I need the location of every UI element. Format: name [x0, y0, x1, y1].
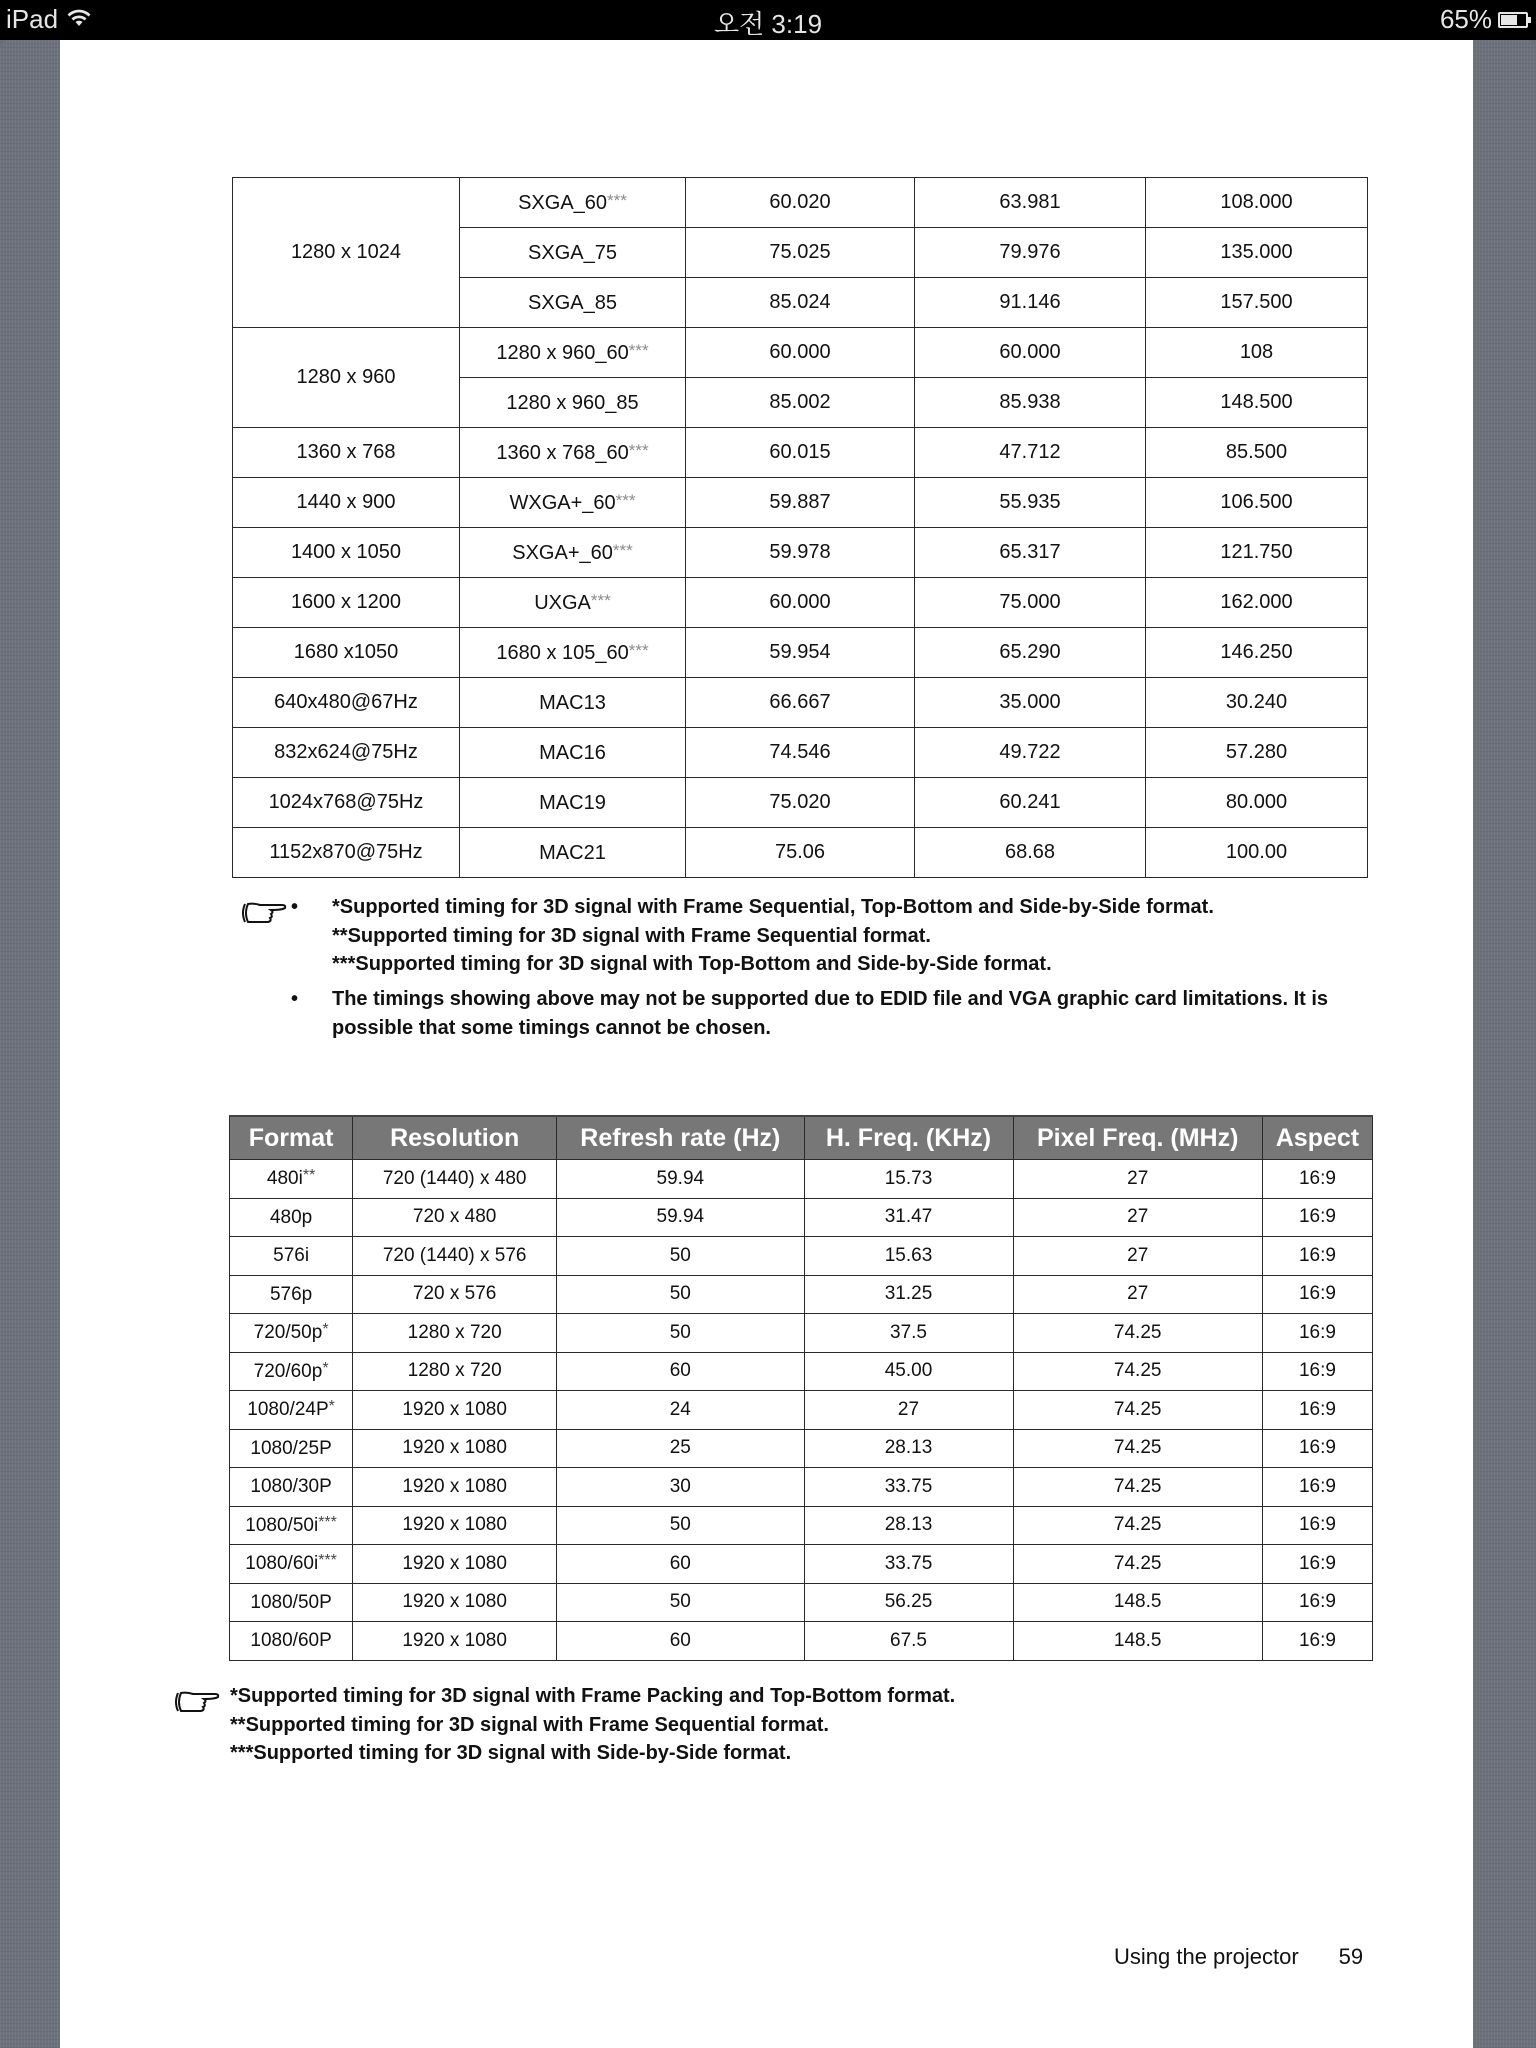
- table-row: [230, 1352, 1373, 1391]
- resolution-cell: 1920 x 1080: [353, 1506, 557, 1545]
- refresh-cell: 50: [557, 1314, 804, 1353]
- footnote-mark: ***: [318, 1513, 337, 1531]
- mode-cell: [460, 328, 686, 378]
- refresh-cell: 60: [557, 1545, 804, 1584]
- table-row: [233, 478, 1368, 528]
- resolution-cell: 1400 x 1050: [233, 528, 460, 578]
- table-row: [230, 1583, 1373, 1622]
- table-row: [233, 578, 1368, 628]
- format-cell: [230, 1545, 353, 1584]
- pixel-cell: 80.000: [1146, 778, 1368, 828]
- pixel-cell: 74.25: [1013, 1314, 1262, 1353]
- clock: 오전 3:19: [713, 9, 823, 39]
- hfreq-cell: 75.000: [915, 578, 1146, 628]
- mode-cell: [460, 578, 686, 628]
- resolution-cell: 1280 x 720: [353, 1314, 557, 1353]
- refresh-cell: 74.546: [686, 728, 915, 778]
- page-footer: [1114, 1944, 1363, 1970]
- format-label: 576p: [269, 1283, 313, 1305]
- aspect-cell: 16:9: [1262, 1468, 1372, 1507]
- table-row: [230, 1506, 1373, 1545]
- section-title: Using the projector: [1114, 1944, 1299, 1969]
- refresh-cell: 30: [557, 1468, 804, 1507]
- table-row: [233, 828, 1368, 878]
- table-row: [230, 1391, 1373, 1430]
- aspect-cell: 16:9: [1262, 1314, 1372, 1353]
- mode-cell: [460, 378, 686, 428]
- hfreq-cell: 56.25: [804, 1583, 1013, 1622]
- resolution-cell: 1920 x 1080: [353, 1545, 557, 1584]
- mode-label: WXGA+_60: [509, 491, 616, 514]
- mode-cell: [460, 728, 686, 778]
- refresh-cell: 24: [557, 1391, 804, 1430]
- pixel-cell: 106.500: [1146, 478, 1368, 528]
- pixel-cell: 27: [1013, 1237, 1262, 1276]
- hfreq-cell: 37.5: [804, 1314, 1013, 1353]
- mode-label: SXGA_85: [528, 291, 617, 314]
- pixel-cell: 74.25: [1013, 1545, 1262, 1584]
- footnote-mark: ***: [628, 640, 649, 660]
- mode-label: 1680 x 105_60: [496, 641, 629, 664]
- mode-label: 1280 x 960_85: [506, 391, 639, 414]
- resolution-cell: 1920 x 1080: [353, 1391, 557, 1430]
- pointing-hand-icon: [242, 900, 288, 926]
- pixel-cell: 146.250: [1146, 628, 1368, 678]
- hfreq-cell: 91.146: [915, 278, 1146, 328]
- refresh-cell: 85.002: [686, 378, 915, 428]
- refresh-cell: 59.94: [557, 1160, 804, 1199]
- resolution-cell: 1600 x 1200: [233, 578, 460, 628]
- mode-label: MAC19: [539, 791, 606, 814]
- resolution-cell: 1360 x 768: [233, 428, 460, 478]
- format-cell: [230, 1198, 353, 1237]
- table-row: [230, 1545, 1373, 1584]
- hfreq-cell: 63.981: [915, 178, 1146, 228]
- hfreq-cell: 79.976: [915, 228, 1146, 278]
- hfreq-cell: 27: [804, 1391, 1013, 1430]
- hfreq-cell: 55.935: [915, 478, 1146, 528]
- table-row: [230, 1468, 1373, 1507]
- refresh-cell: 50: [557, 1237, 804, 1276]
- format-label: 1080/30P: [250, 1476, 332, 1498]
- mode-cell: [460, 228, 686, 278]
- refresh-cell: 60.015: [686, 428, 915, 478]
- footnote-mark: ***: [628, 340, 649, 360]
- resolution-cell: 1920 x 1080: [353, 1622, 557, 1661]
- refresh-cell: 25: [557, 1429, 804, 1468]
- refresh-cell: 60.000: [686, 578, 915, 628]
- format-cell: [230, 1429, 353, 1468]
- resolution-cell: 1920 x 1080: [353, 1583, 557, 1622]
- bullet: •: [291, 896, 299, 918]
- resolution-cell: 832x624@75Hz: [233, 728, 460, 778]
- format-label: 1080/24P: [247, 1399, 329, 1421]
- footnote-mark: ***: [318, 1552, 337, 1570]
- aspect-cell: 16:9: [1262, 1198, 1372, 1237]
- pixel-cell: 108.000: [1146, 178, 1368, 228]
- mode-label: UXGA: [534, 591, 591, 614]
- pixel-cell: 57.280: [1146, 728, 1368, 778]
- format-cell: [230, 1506, 353, 1545]
- resolution-cell: 720 (1440) x 480: [353, 1160, 557, 1199]
- hfreq-cell: 33.75: [804, 1545, 1013, 1584]
- pixel-cell: 74.25: [1013, 1468, 1262, 1507]
- aspect-cell: 16:9: [1262, 1506, 1372, 1545]
- hfreq-cell: 31.25: [804, 1275, 1013, 1314]
- pixel-cell: 27: [1013, 1160, 1262, 1199]
- format-cell: [230, 1352, 353, 1391]
- resolution-cell: 640x480@67Hz: [233, 678, 460, 728]
- mode-label: MAC21: [539, 841, 606, 864]
- format-label: 576i: [273, 1245, 310, 1267]
- refresh-cell: 75.020: [686, 778, 915, 828]
- note-line: *Supported timing for 3D signal with Frame Packing and Top-Bottom format.: [230, 1685, 956, 1707]
- resolution-cell: 720 x 480: [353, 1198, 557, 1237]
- hfreq-cell: 28.13: [804, 1429, 1013, 1468]
- footnote-mark: ***: [628, 440, 649, 460]
- footnote-mark: *: [322, 1321, 329, 1339]
- mode-cell: [460, 628, 686, 678]
- format-label: 1080/25P: [250, 1437, 332, 1459]
- pixel-cell: 135.000: [1146, 228, 1368, 278]
- hfreq-cell: 67.5: [804, 1622, 1013, 1661]
- hfreq-cell: 35.000: [915, 678, 1146, 728]
- table-row: [233, 178, 1368, 228]
- table-row: [233, 628, 1368, 678]
- status-bar: [0, 0, 1536, 40]
- table-row: [233, 328, 1368, 378]
- refresh-cell: 75.06: [686, 828, 915, 878]
- battery-percent: 65%: [1439, 4, 1492, 34]
- page-number: 59: [1338, 1944, 1364, 1969]
- mode-cell: [460, 278, 686, 328]
- refresh-cell: 50: [557, 1506, 804, 1545]
- column-header-h-freq: H. Freq. (KHz): [804, 1116, 1013, 1160]
- table-row: [230, 1275, 1373, 1314]
- mode-label: SXGA_60: [518, 191, 608, 214]
- hfreq-cell: 60.241: [915, 778, 1146, 828]
- format-label: 480i: [266, 1168, 303, 1190]
- aspect-cell: 16:9: [1262, 1583, 1372, 1622]
- format-label: 480p: [269, 1206, 313, 1228]
- pixel-cell: 157.500: [1146, 278, 1368, 328]
- table-row: [230, 1160, 1373, 1199]
- refresh-cell: 50: [557, 1583, 804, 1622]
- mode-cell: [460, 678, 686, 728]
- resolution-cell: 1024x768@75Hz: [233, 778, 460, 828]
- resolution-cell: 1280 x 720: [353, 1352, 557, 1391]
- hfreq-cell: 31.47: [804, 1198, 1013, 1237]
- pixel-cell: 162.000: [1146, 578, 1368, 628]
- pixel-cell: 30.240: [1146, 678, 1368, 728]
- linen-background-right: [1473, 40, 1536, 2048]
- mode-label: SXGA_75: [528, 241, 617, 264]
- column-header-refresh-rate: Refresh rate (Hz): [557, 1116, 804, 1160]
- mode-cell: [460, 178, 686, 228]
- pixel-cell: 148.5: [1013, 1622, 1262, 1661]
- pixel-cell: 108: [1146, 328, 1368, 378]
- hfreq-cell: 28.13: [804, 1506, 1013, 1545]
- refresh-cell: 60: [557, 1622, 804, 1661]
- refresh-cell: 60.020: [686, 178, 915, 228]
- refresh-cell: 59.887: [686, 478, 915, 528]
- aspect-cell: 16:9: [1262, 1352, 1372, 1391]
- table-row: [230, 1237, 1373, 1276]
- format-cell: [230, 1237, 353, 1276]
- hfreq-cell: 65.290: [915, 628, 1146, 678]
- refresh-cell: 59.94: [557, 1198, 804, 1237]
- video-timing-table: [229, 1115, 1373, 1661]
- footnote-mark: ***: [612, 540, 633, 560]
- hfreq-cell: 15.73: [804, 1160, 1013, 1199]
- hfreq-cell: 15.63: [804, 1237, 1013, 1276]
- pixel-cell: 74.25: [1013, 1352, 1262, 1391]
- format-cell: [230, 1275, 353, 1314]
- pixel-cell: 27: [1013, 1275, 1262, 1314]
- mode-label: 1360 x 768_60: [496, 441, 629, 464]
- pixel-cell: 148.5: [1013, 1583, 1262, 1622]
- refresh-cell: 59.978: [686, 528, 915, 578]
- format-label: 1080/50P: [250, 1591, 332, 1613]
- format-label: 1080/60P: [250, 1630, 332, 1652]
- pointing-hand-icon: [175, 1689, 221, 1715]
- aspect-cell: 16:9: [1262, 1160, 1372, 1199]
- column-header-resolution: Resolution: [353, 1116, 557, 1160]
- hfreq-cell: 68.68: [915, 828, 1146, 878]
- column-header-pixel-freq: Pixel Freq. (MHz): [1013, 1116, 1262, 1160]
- refresh-cell: 75.025: [686, 228, 915, 278]
- table-row: [230, 1622, 1373, 1661]
- format-cell: [230, 1160, 353, 1199]
- footnote-mark: ***: [590, 590, 611, 610]
- refresh-cell: 50: [557, 1275, 804, 1314]
- note-line: The timings showing above may not be supported due to EDID file and VGA graphic card limitations. It is: [332, 988, 1329, 1010]
- resolution-cell: 1920 x 1080: [353, 1468, 557, 1507]
- resolution-cell: 1280 x 960: [233, 328, 460, 428]
- refresh-cell: 85.024: [686, 278, 915, 328]
- resolution-cell: 720 (1440) x 576: [353, 1237, 557, 1276]
- pixel-cell: 74.25: [1013, 1429, 1262, 1468]
- aspect-cell: 16:9: [1262, 1237, 1372, 1276]
- linen-background-left: [0, 40, 60, 2048]
- format-label: 1080/60i: [245, 1553, 319, 1575]
- pixel-cell: 121.750: [1146, 528, 1368, 578]
- pixel-cell: 74.25: [1013, 1506, 1262, 1545]
- format-label: 720/50p: [253, 1322, 323, 1344]
- column-header-aspect: Aspect: [1262, 1116, 1372, 1160]
- hfreq-cell: 45.00: [804, 1352, 1013, 1391]
- aspect-cell: 16:9: [1262, 1429, 1372, 1468]
- hfreq-cell: 47.712: [915, 428, 1146, 478]
- mode-cell: [460, 778, 686, 828]
- footnote-mark: ***: [607, 190, 627, 210]
- format-cell: [230, 1314, 353, 1353]
- aspect-cell: 16:9: [1262, 1391, 1372, 1430]
- mode-cell: [460, 828, 686, 878]
- table-row: [233, 528, 1368, 578]
- footnote-mark: *: [328, 1398, 335, 1416]
- pixel-cell: 148.500: [1146, 378, 1368, 428]
- refresh-cell: 60: [557, 1352, 804, 1391]
- note-line: ***Supported timing for 3D signal with Side-by-Side format.: [230, 1742, 792, 1764]
- table-row: [230, 1314, 1373, 1353]
- table-row: [230, 1198, 1373, 1237]
- bullet: •: [291, 988, 299, 1010]
- mode-label: MAC13: [539, 691, 606, 714]
- mode-label: SXGA+_60: [512, 541, 613, 564]
- hfreq-cell: 65.317: [915, 528, 1146, 578]
- format-cell: [230, 1583, 353, 1622]
- mode-label: MAC16: [539, 741, 606, 764]
- aspect-cell: 16:9: [1262, 1622, 1372, 1661]
- resolution-cell: 1680 x1050: [233, 628, 460, 678]
- hfreq-cell: 33.75: [804, 1468, 1013, 1507]
- note-line: ***Supported timing for 3D signal with Top-Bottom and Side-by-Side format.: [332, 953, 1052, 975]
- document-page: [60, 40, 1473, 2048]
- note-line: possible that some timings cannot be chosen.: [332, 1016, 771, 1039]
- vga-timing-table: [232, 177, 1368, 878]
- resolution-cell: 1920 x 1080: [353, 1429, 557, 1468]
- refresh-cell: 66.667: [686, 678, 915, 728]
- note-line: **Supported timing for 3D signal with Frame Sequential format.: [230, 1713, 829, 1736]
- format-label: 1080/50i: [245, 1514, 319, 1536]
- footnote-mark: **: [302, 1167, 316, 1185]
- hfreq-cell: 60.000: [915, 328, 1146, 378]
- resolution-cell: 1280 x 1024: [233, 178, 460, 328]
- device-label: iPad: [6, 4, 59, 34]
- mode-cell: [460, 478, 686, 528]
- hfreq-cell: 85.938: [915, 378, 1146, 428]
- pixel-cell: 27: [1013, 1198, 1262, 1237]
- table-row: [233, 728, 1368, 778]
- hfreq-cell: 49.722: [915, 728, 1146, 778]
- pixel-cell: 74.25: [1013, 1391, 1262, 1430]
- battery-icon: [1498, 12, 1528, 28]
- format-cell: [230, 1391, 353, 1430]
- resolution-cell: 1440 x 900: [233, 478, 460, 528]
- note-line: **Supported timing for 3D signal with Frame Sequential format.: [332, 924, 931, 947]
- aspect-cell: 16:9: [1262, 1275, 1372, 1314]
- mode-label: 1280 x 960_60: [496, 341, 629, 364]
- mode-cell: [460, 428, 686, 478]
- mode-cell: [460, 528, 686, 578]
- resolution-cell: 720 x 576: [353, 1275, 557, 1314]
- resolution-cell: 1152x870@75Hz: [233, 828, 460, 878]
- aspect-cell: 16:9: [1262, 1545, 1372, 1584]
- footnote-mark: *: [322, 1359, 329, 1377]
- table-row: [233, 778, 1368, 828]
- table-row: [233, 428, 1368, 478]
- refresh-cell: 59.954: [686, 628, 915, 678]
- pixel-cell: 85.500: [1146, 428, 1368, 478]
- format-label: 720/60p: [253, 1360, 323, 1382]
- format-cell: [230, 1468, 353, 1507]
- table-row: [233, 678, 1368, 728]
- column-header-format: Format: [230, 1116, 353, 1160]
- format-cell: [230, 1622, 353, 1661]
- table-row: [230, 1429, 1373, 1468]
- pixel-cell: 100.00: [1146, 828, 1368, 878]
- note-line: *Supported timing for 3D signal with Frame Sequential, Top-Bottom and Side-by-Side format.: [332, 896, 1214, 918]
- refresh-cell: 60.000: [686, 328, 915, 378]
- footnote-mark: ***: [615, 490, 636, 510]
